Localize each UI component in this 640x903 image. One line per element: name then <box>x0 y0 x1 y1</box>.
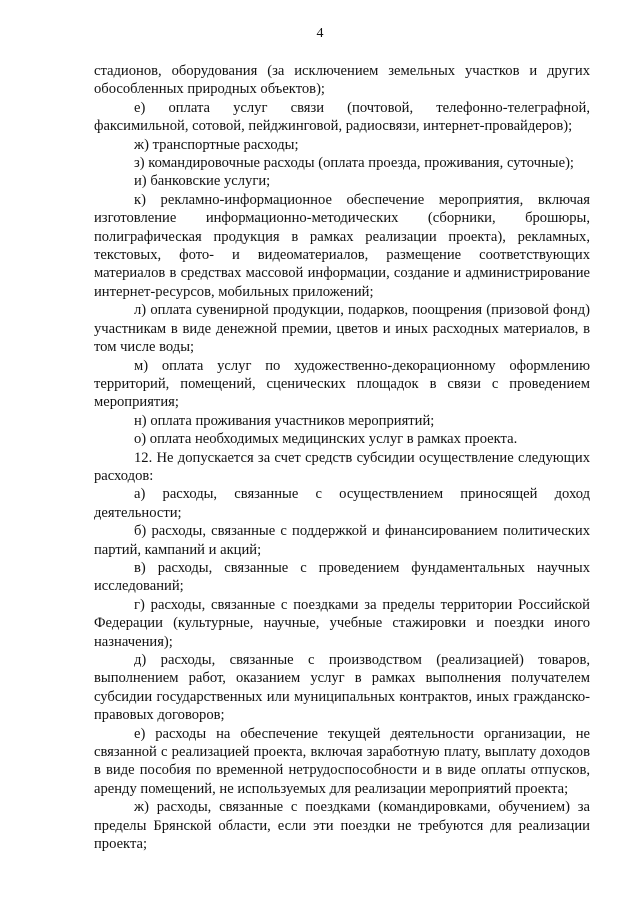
paragraph: о) оплата необходимых медицинских услуг в рамках проекта. <box>134 431 518 448</box>
paragraph: д) расходы, связанные с производством (реализацией) товаров, выполнением работ, оказанием услуг в рамках выполнения получателем субсидии государственных или муниципальных контрактов, иных гражданско-правовых договоров; <box>94 652 590 724</box>
document-text <box>94 62 590 853</box>
paragraph: в) расходы, связанные с проведением фундаментальных научных исследований; <box>94 559 590 595</box>
paragraph: е) расходы на обеспечение текущей деятельности организации, не связанной с реализацией проекта, включая заработную плату, выплату доходов в виде пособия по временной нетрудоспособности и в виде оплаты отпусков, аренду помещений, не используемых для реализации мероприятий проекта; <box>94 725 590 797</box>
paragraph: е) оплата услуг связи (почтовой, телефонно-телеграфной, факсимильной, сотовой, пейджинговой, радиосвязи, интернет-провайдеров); <box>94 99 590 135</box>
page-number: 4 <box>316 26 324 41</box>
paragraph: к) рекламно-информационное обеспечение мероприятия, включая изготовление информационно-методических (сборники, брошюры, полиграфическая продукция в рамках реализации проекта), рекламных, текстовых, фото- и видеоматериалов, размещение соответствующих материалов в средствах массовой информации, создание и администрирование интернет-ресурсов, мобильных приложений; <box>94 191 590 300</box>
paragraph: г) расходы, связанные с поездками за пределы территории Российской Федерации (культурные, научные, учебные стажировки и поездки иного назначения); <box>94 596 590 650</box>
paragraph: н) оплата проживания участников мероприятий; <box>134 412 435 429</box>
paragraph: ж) расходы, связанные с поездками (командировками, обучением) за пределы Брянской области, если эти поездки не требуются для реализации проекта; <box>94 799 590 853</box>
paragraph: л) оплата сувенирной продукции, подарков, поощрения (призовой фонд) участникам в виде денежной премии, цветов и иных расходных материалов, в том числе воды; <box>94 302 590 356</box>
paragraph: стадионов, оборудования (за исключением земельных участков и других обособленных природных объектов); <box>94 63 590 98</box>
paragraph: м) оплата услуг по художественно-декорационному оформлению территорий, помещений, сценических площадок в связи с проведением мероприятия; <box>94 357 590 411</box>
paragraph: 12. Не допускается за счет средств субсидии осуществление следующих расходов: <box>94 449 590 484</box>
paragraph: з) командировочные расходы (оплата проезда, проживания, суточные); <box>134 155 574 172</box>
paragraph: ж) транспортные расходы; <box>134 136 299 153</box>
paragraph: и) банковские услуги; <box>134 173 271 190</box>
paragraph: а) расходы, связанные с осуществлением приносящей доход деятельности; <box>94 486 590 521</box>
paragraph: б) расходы, связанные с поддержкой и финансированием политических партий, кампаний и акций; <box>94 523 590 558</box>
